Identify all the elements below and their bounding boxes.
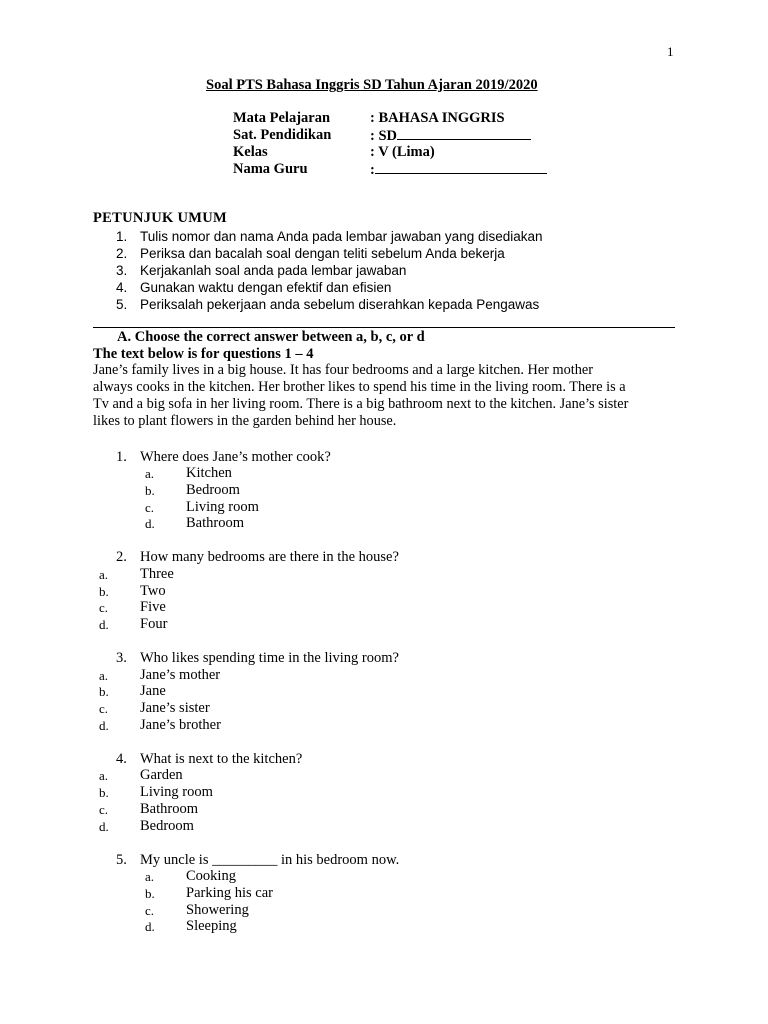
reading-passage bbox=[93, 362, 678, 430]
question-text: What is next to the kitchen? bbox=[140, 751, 303, 767]
option-text: Kitchen bbox=[186, 465, 232, 481]
option-text: Living room bbox=[140, 784, 213, 800]
option-letter: c. bbox=[145, 903, 155, 918]
instruction-number: 5. bbox=[116, 297, 128, 312]
passage-line: likes to plant flowers in the garden behind her house. bbox=[93, 413, 397, 429]
option-text: Four bbox=[140, 616, 168, 632]
option-text: Showering bbox=[186, 902, 249, 918]
option-text: Garden bbox=[140, 767, 183, 783]
teacher-blank-line bbox=[375, 161, 547, 174]
option-letter: d. bbox=[145, 516, 155, 531]
meta-value-teacher bbox=[370, 161, 547, 179]
meta-value-school-text: : SD bbox=[370, 128, 397, 144]
question-number: 4. bbox=[116, 751, 127, 767]
option-text: Jane’s brother bbox=[140, 717, 221, 733]
text-intro: The text below is for questions 1 – 4 bbox=[93, 346, 314, 362]
passage-line: always cooks in the kitchen. Her brother likes to spend his time in the living room. There is a bbox=[93, 379, 626, 395]
section-divider bbox=[93, 327, 675, 328]
instruction-text: Kerjakanlah soal anda pada lembar jawaban bbox=[140, 263, 407, 278]
instruction-number: 2. bbox=[116, 246, 128, 261]
option-letter: b. bbox=[99, 684, 109, 699]
option-text: Bedroom bbox=[186, 482, 240, 498]
option-text: Living room bbox=[186, 499, 259, 515]
option-text: Jane bbox=[140, 683, 166, 699]
question-number: 3. bbox=[116, 650, 127, 666]
option-letter: d. bbox=[99, 718, 109, 733]
option-letter: c. bbox=[99, 802, 109, 817]
document-title: Soal PTS Bahasa Inggris SD Tahun Ajaran 2019/2020 bbox=[206, 77, 538, 93]
option-letter: b. bbox=[99, 584, 109, 599]
section-a-title: A. Choose the correct answer between a, b, c, or d bbox=[117, 329, 425, 345]
passage-line: Tv and a big sofa in her living room. There is a big bathroom next to the kitchen. Jane’s sister bbox=[93, 396, 629, 412]
option-letter: d. bbox=[99, 819, 109, 834]
option-text: Jane’s sister bbox=[140, 700, 210, 716]
instruction-number: 4. bbox=[116, 280, 128, 295]
option-text: Jane’s mother bbox=[140, 667, 221, 683]
school-blank-line bbox=[397, 127, 531, 140]
option-text: Parking his car bbox=[186, 885, 273, 901]
question-number: 1. bbox=[116, 449, 127, 465]
question-text: Who likes spending time in the living room? bbox=[140, 650, 399, 666]
meta-value-teacher-text: : bbox=[370, 162, 375, 178]
question-number: 2. bbox=[116, 549, 127, 565]
option-letter: b. bbox=[99, 785, 109, 800]
option-letter: c. bbox=[99, 701, 109, 716]
option-letter: a. bbox=[145, 466, 155, 481]
meta-label-class: Kelas bbox=[233, 144, 268, 160]
option-text: Five bbox=[140, 599, 166, 615]
option-letter: d. bbox=[145, 919, 155, 934]
option-text: Sleeping bbox=[186, 918, 237, 934]
option-letter: b. bbox=[145, 483, 155, 498]
question-text: How many bedrooms are there in the house? bbox=[140, 549, 399, 565]
instructions-heading: PETUNJUK UMUM bbox=[93, 210, 227, 226]
question-text: My uncle is _________ in his bedroom now. bbox=[140, 852, 400, 868]
meta-label-subject: Mata Pelajaran bbox=[233, 110, 331, 126]
option-letter: c. bbox=[99, 600, 109, 615]
option-letter: a. bbox=[99, 768, 109, 783]
instruction-text: Periksa dan bacalah soal dengan teliti sebelum Anda bekerja bbox=[140, 246, 505, 261]
option-text: Two bbox=[140, 583, 166, 599]
option-letter: c. bbox=[145, 500, 155, 515]
option-text: Bedroom bbox=[140, 818, 194, 834]
page-number: 1 bbox=[667, 44, 674, 59]
option-letter: b. bbox=[145, 886, 155, 901]
meta-value-subject: : BAHASA INGGRIS bbox=[370, 110, 505, 126]
option-letter: a. bbox=[99, 668, 109, 683]
meta-label-school: Sat. Pendidikan bbox=[233, 127, 332, 143]
option-text: Three bbox=[140, 566, 174, 582]
meta-label-teacher: Nama Guru bbox=[233, 161, 308, 177]
option-text: Cooking bbox=[186, 868, 236, 884]
instruction-text: Gunakan waktu dengan efektif dan efisien bbox=[140, 280, 392, 295]
option-text: Bathroom bbox=[140, 801, 198, 817]
question-number: 5. bbox=[116, 852, 127, 868]
option-letter: d. bbox=[99, 617, 109, 632]
option-text: Bathroom bbox=[186, 515, 244, 531]
option-letter: a. bbox=[99, 567, 109, 582]
instruction-text: Tulis nomor dan nama Anda pada lembar jawaban yang disediakan bbox=[140, 229, 543, 244]
option-letter: a. bbox=[145, 869, 155, 884]
instruction-number: 3. bbox=[116, 263, 128, 278]
passage-line: Jane’s family lives in a big house. It has four bedrooms and a large kitchen. Her mother bbox=[93, 362, 593, 378]
question-text: Where does Jane’s mother cook? bbox=[140, 449, 331, 465]
meta-value-class: : V (Lima) bbox=[370, 144, 435, 160]
instruction-text: Periksalah pekerjaan anda sebelum diserahkan kepada Pengawas bbox=[140, 297, 540, 312]
instruction-number: 1. bbox=[116, 229, 128, 244]
meta-value-school bbox=[370, 127, 531, 145]
